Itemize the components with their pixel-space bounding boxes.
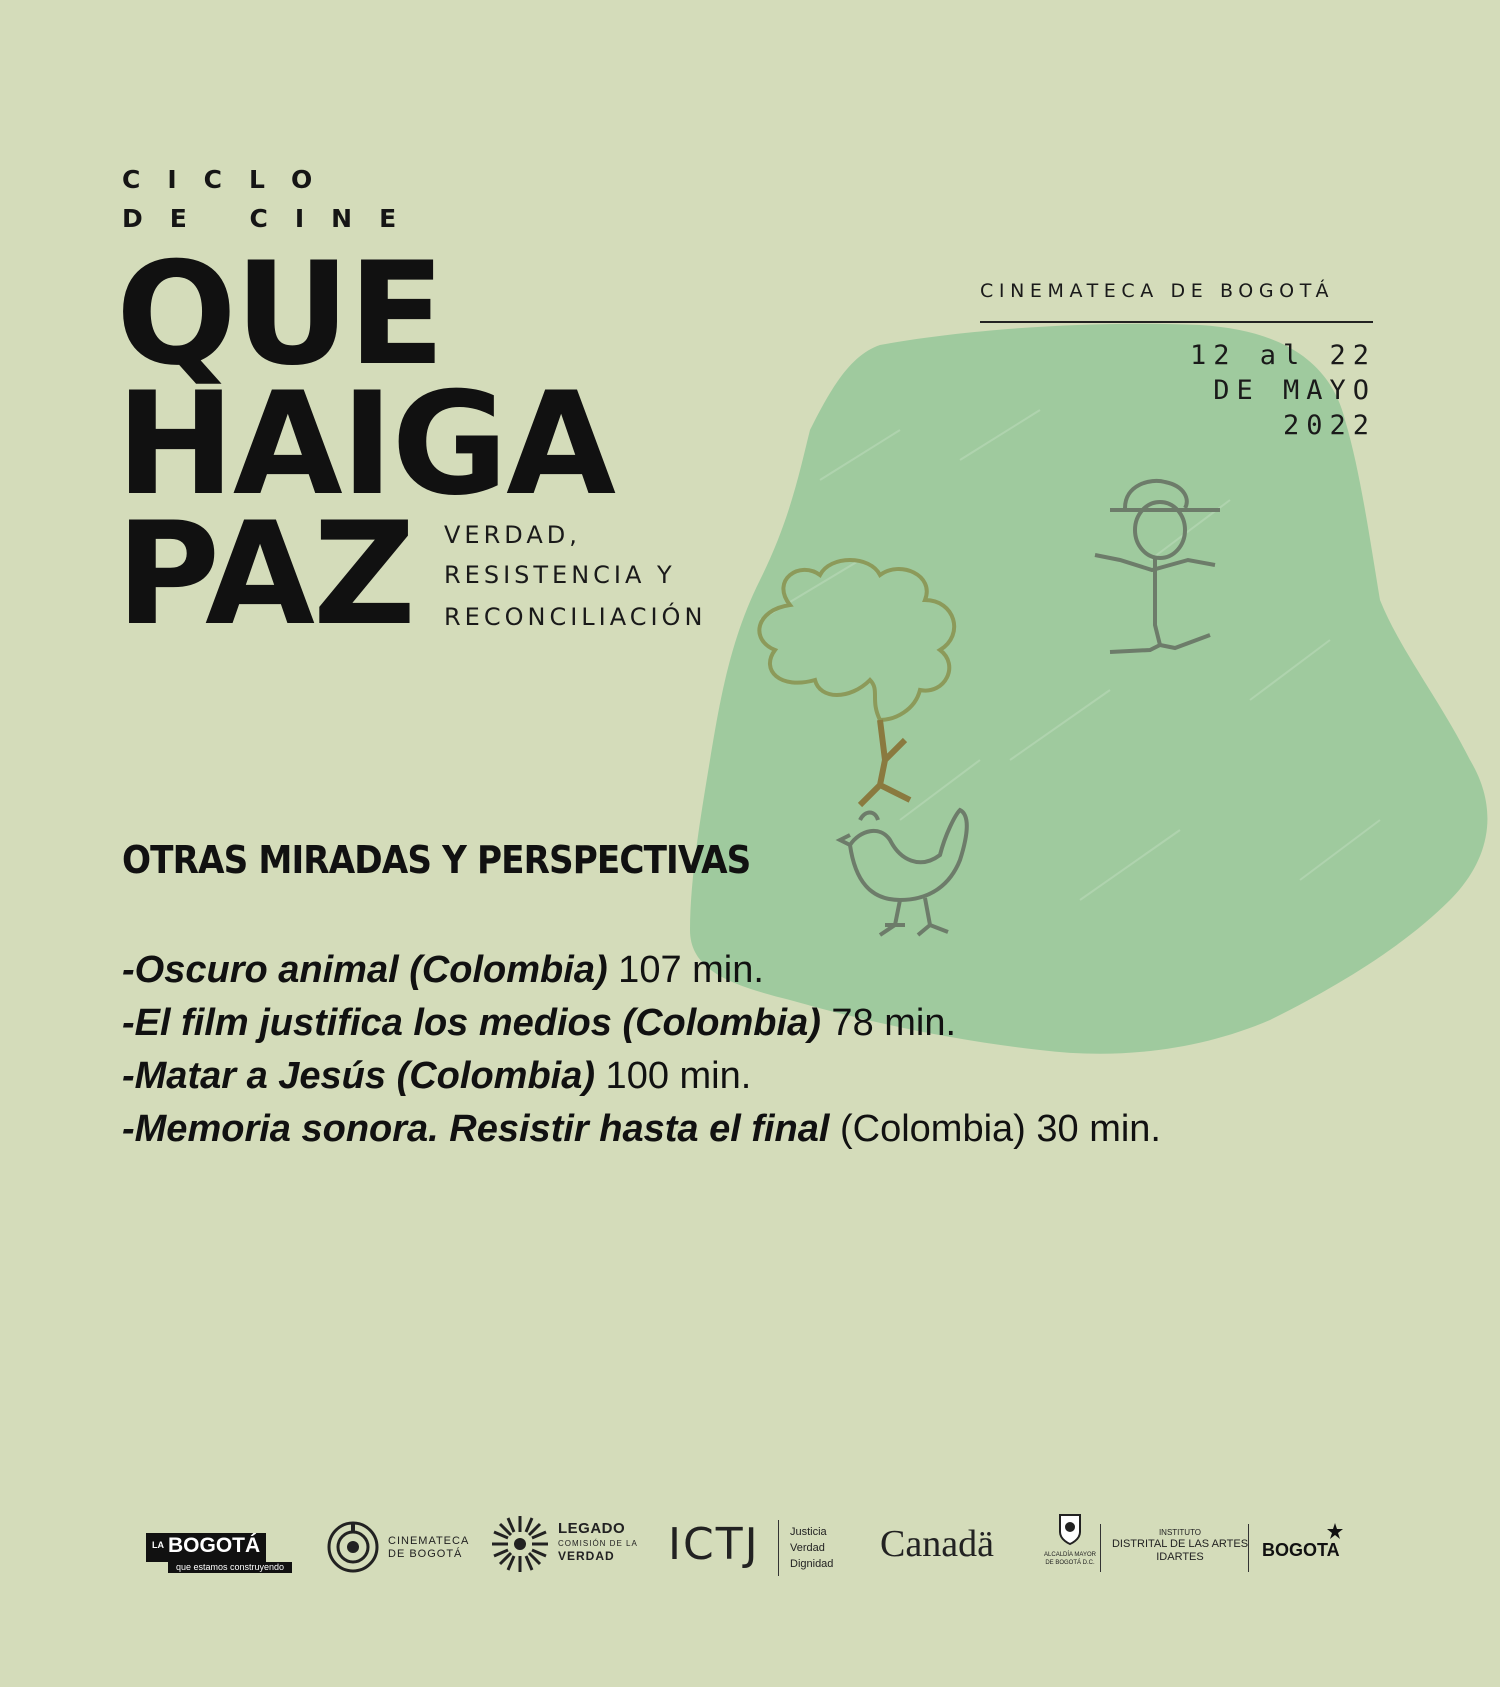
bogota-wordmark: BOGOTA: [1262, 1540, 1340, 1560]
coat-of-arms-icon: [1057, 1512, 1083, 1546]
title-line-1: QUE: [116, 232, 444, 397]
film-title: -Oscuro animal (Colombia): [122, 949, 608, 991]
legado-title: LEGADO: [558, 1520, 626, 1537]
logo-divider: [1100, 1524, 1101, 1572]
ictj-line-1: Justicia: [790, 1526, 827, 1538]
film-title: -Matar a Jesús (Colombia): [122, 1055, 595, 1097]
alcaldia-logo: [1040, 1512, 1100, 1567]
venue-divider: [980, 321, 1373, 323]
venue-name: CINEMATECA DE BOGOTÁ: [980, 280, 1335, 302]
cinemateca-line-1: CINEMATECA: [388, 1535, 470, 1547]
logo-divider: [1248, 1524, 1249, 1572]
title-line-2: HAIGA: [116, 362, 615, 527]
idartes-line-3: IDARTES: [1156, 1551, 1204, 1563]
sponsor-logos: [0, 1500, 1500, 1600]
idartes-line-2: DISTRITAL DE LAS ARTES: [1111, 1538, 1249, 1550]
kicker-line-1: CICLO: [122, 165, 340, 194]
section-title: OTRAS MIRADAS Y PERSPECTIVAS: [122, 838, 751, 882]
cinemateca-icon: [326, 1520, 380, 1574]
alcaldia-line-1: ALCALDÍA MAYOR: [1044, 1552, 1096, 1558]
dates-line-2: DE MAYO: [1213, 375, 1376, 406]
bogota-logo: [1262, 1540, 1340, 1561]
film-item: [122, 1050, 1161, 1103]
film-title: -El film justifica los medios (Colombia): [122, 1002, 821, 1044]
film-meta: 100 min.: [595, 1055, 752, 1097]
film-list: [122, 944, 1161, 1156]
film-meta: (Colombia) 30 min.: [829, 1108, 1161, 1150]
ictj-logo: [668, 1519, 834, 1570]
subtitle-line-2: RESISTENCIA Y: [444, 561, 676, 589]
subtitle-line-1: VERDAD,: [444, 521, 581, 549]
event-dates: [1100, 338, 1376, 443]
dates-line-1: 12 al 22: [1189, 340, 1376, 371]
la-bogota-small: LA: [152, 1540, 164, 1550]
la-bogota-tagline: que estamos construyendo: [168, 1562, 292, 1573]
idartes-line-1: INSTITUTO: [1158, 1528, 1202, 1537]
idartes-logo: [1110, 1528, 1250, 1564]
ictj-divider: [778, 1520, 779, 1576]
film-meta: 78 min.: [820, 1002, 957, 1044]
film-item: [122, 1103, 1161, 1156]
ictj-line-2: Verdad: [790, 1542, 825, 1554]
ictj-wordmark: ICTJ: [668, 1519, 760, 1570]
legado-sub-1: COMISIÓN DE LA: [558, 1539, 638, 1548]
subtitle-line-3: RECONCILIACIÓN: [444, 603, 707, 631]
film-meta: 107 min.: [607, 949, 764, 991]
sun-rays-icon: [490, 1514, 550, 1574]
film-item: [122, 997, 1161, 1050]
legado-sub-2: VERDAD: [558, 1549, 615, 1563]
cinemateca-line-2: DE BOGOTÁ: [388, 1548, 463, 1560]
la-bogota-main: BOGOTÁ: [168, 1534, 261, 1557]
film-title: -Memoria sonora. Resistir hasta el final: [122, 1108, 830, 1150]
la-bogota-logo: [146, 1533, 292, 1573]
film-item: [122, 944, 1161, 997]
canada-logo: Canadä: [880, 1523, 994, 1565]
dates-line-3: 2022: [1282, 410, 1376, 441]
title-line-3: PAZ: [116, 492, 414, 657]
ictj-line-3: Dignidad: [790, 1558, 834, 1570]
kicker-line-2: DE CINE: [122, 204, 424, 233]
star-icon: [1326, 1522, 1344, 1540]
alcaldia-line-2: DE BOGOTÁ D.C.: [1045, 1560, 1095, 1566]
